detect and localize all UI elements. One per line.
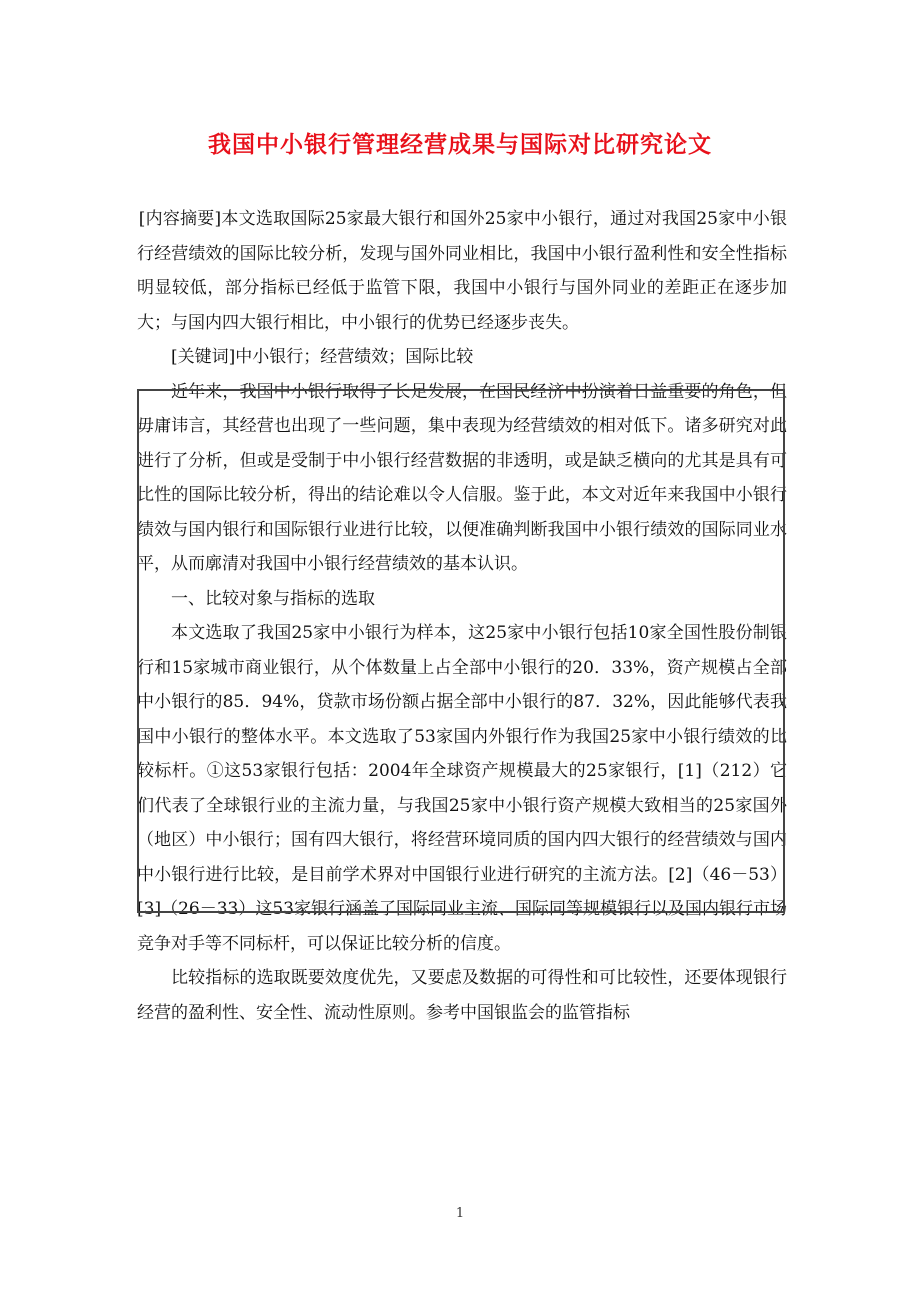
intro-paragraph: 近年来，我国中小银行取得了长足发展，在国民经济中扮演着日益重要的角色，但毋庸讳言，其经营也出现了一些问题，集中表现为经营绩效的相对低下。诸多研究对此进行了分析，但或是受制于中小银行经营数据的非透明，或是缺乏横向的尤其是具有可比性的国际比较分析，得出的结论难以令人信服。鉴于此，本文对近年来我国中小银行绩效与国内银行和国际银行业进行比较，以便准确判断我国中小银行绩效的国际同业水平，从而廓清对我国中小银行经营绩效的基本认识。: [137, 381, 787, 574]
abstract-paragraph: [内容摘要]本文选取国际25家最大银行和国外25家中小银行，通过对我国25家中小银行经营绩效的国际比较分析，发现与国外同业相比，我国中小银行盈利性和安全性指标明显较低，部分指标已经低于监管下限，我国中小银行与国外同业的差距正在逐步加大；与国内四大银行相比，中小银行的优势已经逐步丧失。: [137, 209, 787, 333]
document-title: 我国中小银行管理经营成果与国际对比研究论文: [208, 132, 712, 158]
section-heading: 一、比较对象与指标的选取: [171, 588, 375, 609]
page-number: 1: [455, 1206, 465, 1221]
document-body: [137, 202, 787, 1030]
body-paragraph: 本文选取了我国25家中小银行为样本，这25家中小银行包括10家全国性股份制银行和15家城市商业银行，从个体数量上占全部中小银行的20．33%，资产规模占全部中小银行的85．94%，贷款市场份额占据全部中小银行的87．32%，因此能够代表我国中小银行的整体水平。本文选取了53家国内外银行作为我国25家中小银行绩效的比较标杆。①这53家银行包括：2004年全球资产规模最大的25家银行，[1]（212）它们代表了全球银行业的主流力量，与我国25家中小银行资产规模大致相当的25家国外（地区）中小银行；国有四大银行，将经营环境同质的国内四大银行的经营绩效与国内中小银行进行比较，是目前学术界对中国银行业进行研究的主流方法。[2]（46－53）[3]（26－33）这53家银行涵盖了国际同业主流、国际同等规模银行以及国内银行市场竞争对手等不同标杆，可以保证比较分析的信度。: [137, 623, 787, 954]
keywords-paragraph: [关键词]中小银行；经营绩效；国际比较: [171, 347, 474, 367]
body-paragraph: 比较指标的选取既要效度优先，又要虑及数据的可得性和可比较性，还要体现银行经营的盈利性、安全性、流动性原则。参考中国银监会的监管指标: [137, 968, 787, 1023]
